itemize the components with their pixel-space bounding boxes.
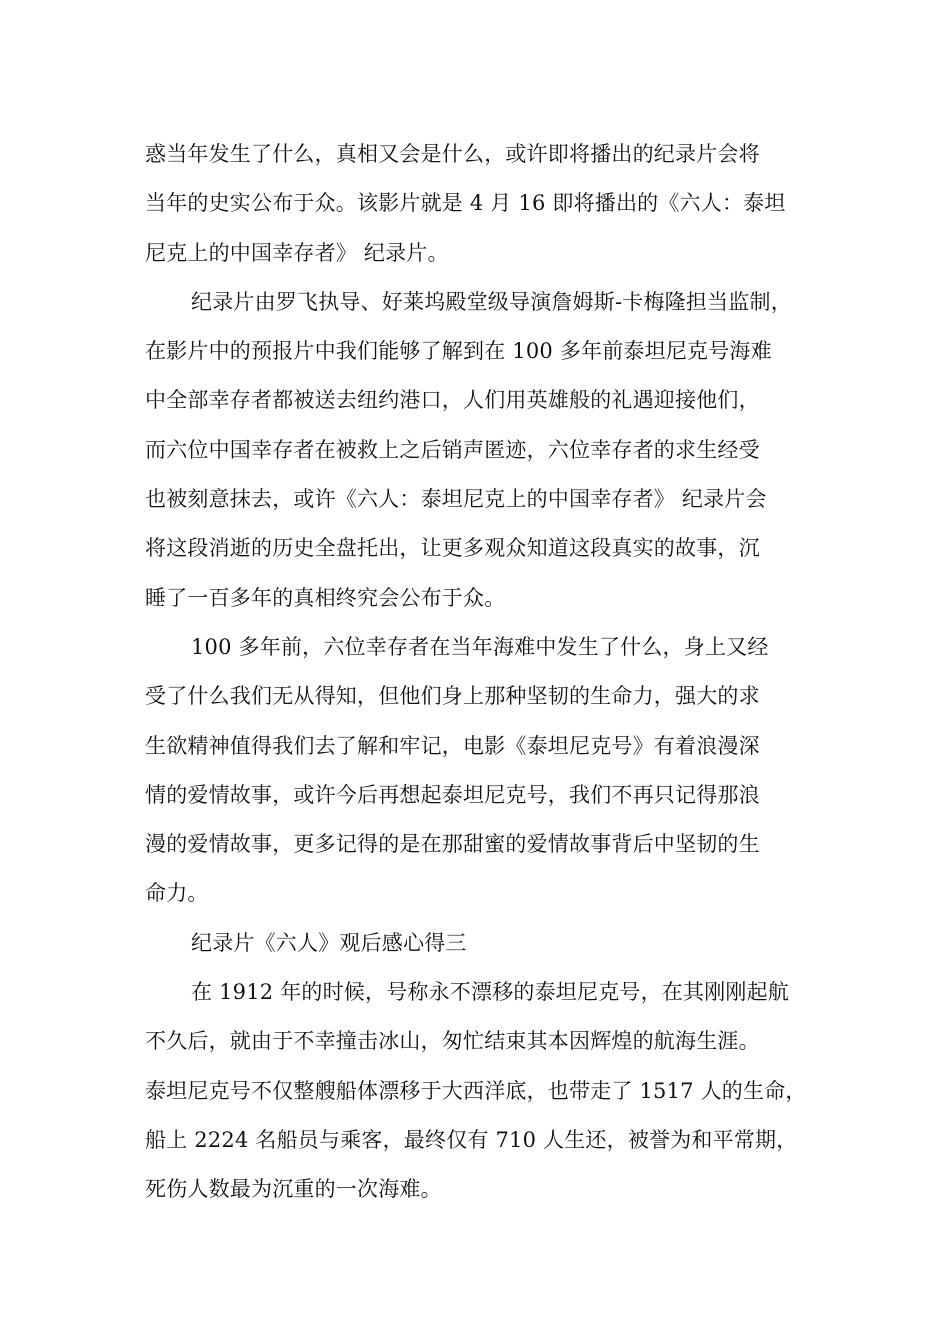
text-line: 也被刻意抹去，或许《六人：泰坦尼克上的中国幸存者》 纪录片会 [145,487,767,512]
text-line: 中全部幸存者都被送去纽约港口，人们用英雄般的礼遇迎接他们， [145,388,760,413]
paragraph-first-line: 100 多年前，六位幸存者在当年海难中发生了什么，身上又经 [191,634,769,659]
text-line: 当年的史实公布于众。该影片就是 4 月 16 即将播出的《六人：泰坦 [145,191,786,216]
text-line: 而六位中国幸存者在被救上之后销声匿迹，六位幸存者的求生经受 [145,437,760,462]
text-line: 尼克上的中国幸存者》 纪录片。 [145,240,449,265]
text-line: 情的爱情故事，或许今后再想起泰坦尼克号，我们不再只记得那浪 [145,782,760,807]
paragraph-first-line: 纪录片由罗飞执导、好莱坞殿堂级导演詹姆斯-卡梅隆担当监制， [191,289,792,314]
text-line: 在影片中的预报片中我们能够了解到在 100 多年前泰坦尼克号海难 [145,339,772,364]
document-body [145,130,810,1215]
text-line: 生欲精神值得我们去了解和牢记，电影《泰坦尼克号》有着浪漫深 [145,733,760,758]
paragraph-first-line: 在 1912 年的时候，号称永不漂移的泰坦尼克号，在其刚刚起航 [191,980,789,1005]
text-line: 泰坦尼克号不仅整艘船体漂移于大西洋底，也带走了 1517 人的生命， [145,1078,807,1103]
text-line: 命力。 [145,881,209,906]
text-line: 受了什么我们无从得知，但他们身上那种坚韧的生命力，强大的求 [145,684,760,709]
text-line: 将这段消逝的历史全盘托出，让更多观众知道这段真实的故事，沉 [145,536,760,561]
text-line: 船上 2224 名船员与乘客，最终仅有 710 人生还，被誉为和平常期， [145,1127,798,1152]
text-line: 不久后，就由于不幸撞击冰山，匆忙结束其本因辉煌的航海生涯。 [145,1029,760,1054]
text-line: 死伤人数最为沉重的一次海难。 [145,1177,442,1202]
text-line: 惑当年发生了什么，真相又会是什么，或许即将播出的纪录片会将 [145,142,760,166]
text-line: 睡了一百多年的真相终究会公布于众。 [145,585,506,610]
section-heading: 纪录片《六人》观后感心得三 [191,930,467,955]
text-line: 漫的爱情故事，更多记得的是在那甜蜜的爱情故事背后中坚韧的生 [145,832,760,857]
